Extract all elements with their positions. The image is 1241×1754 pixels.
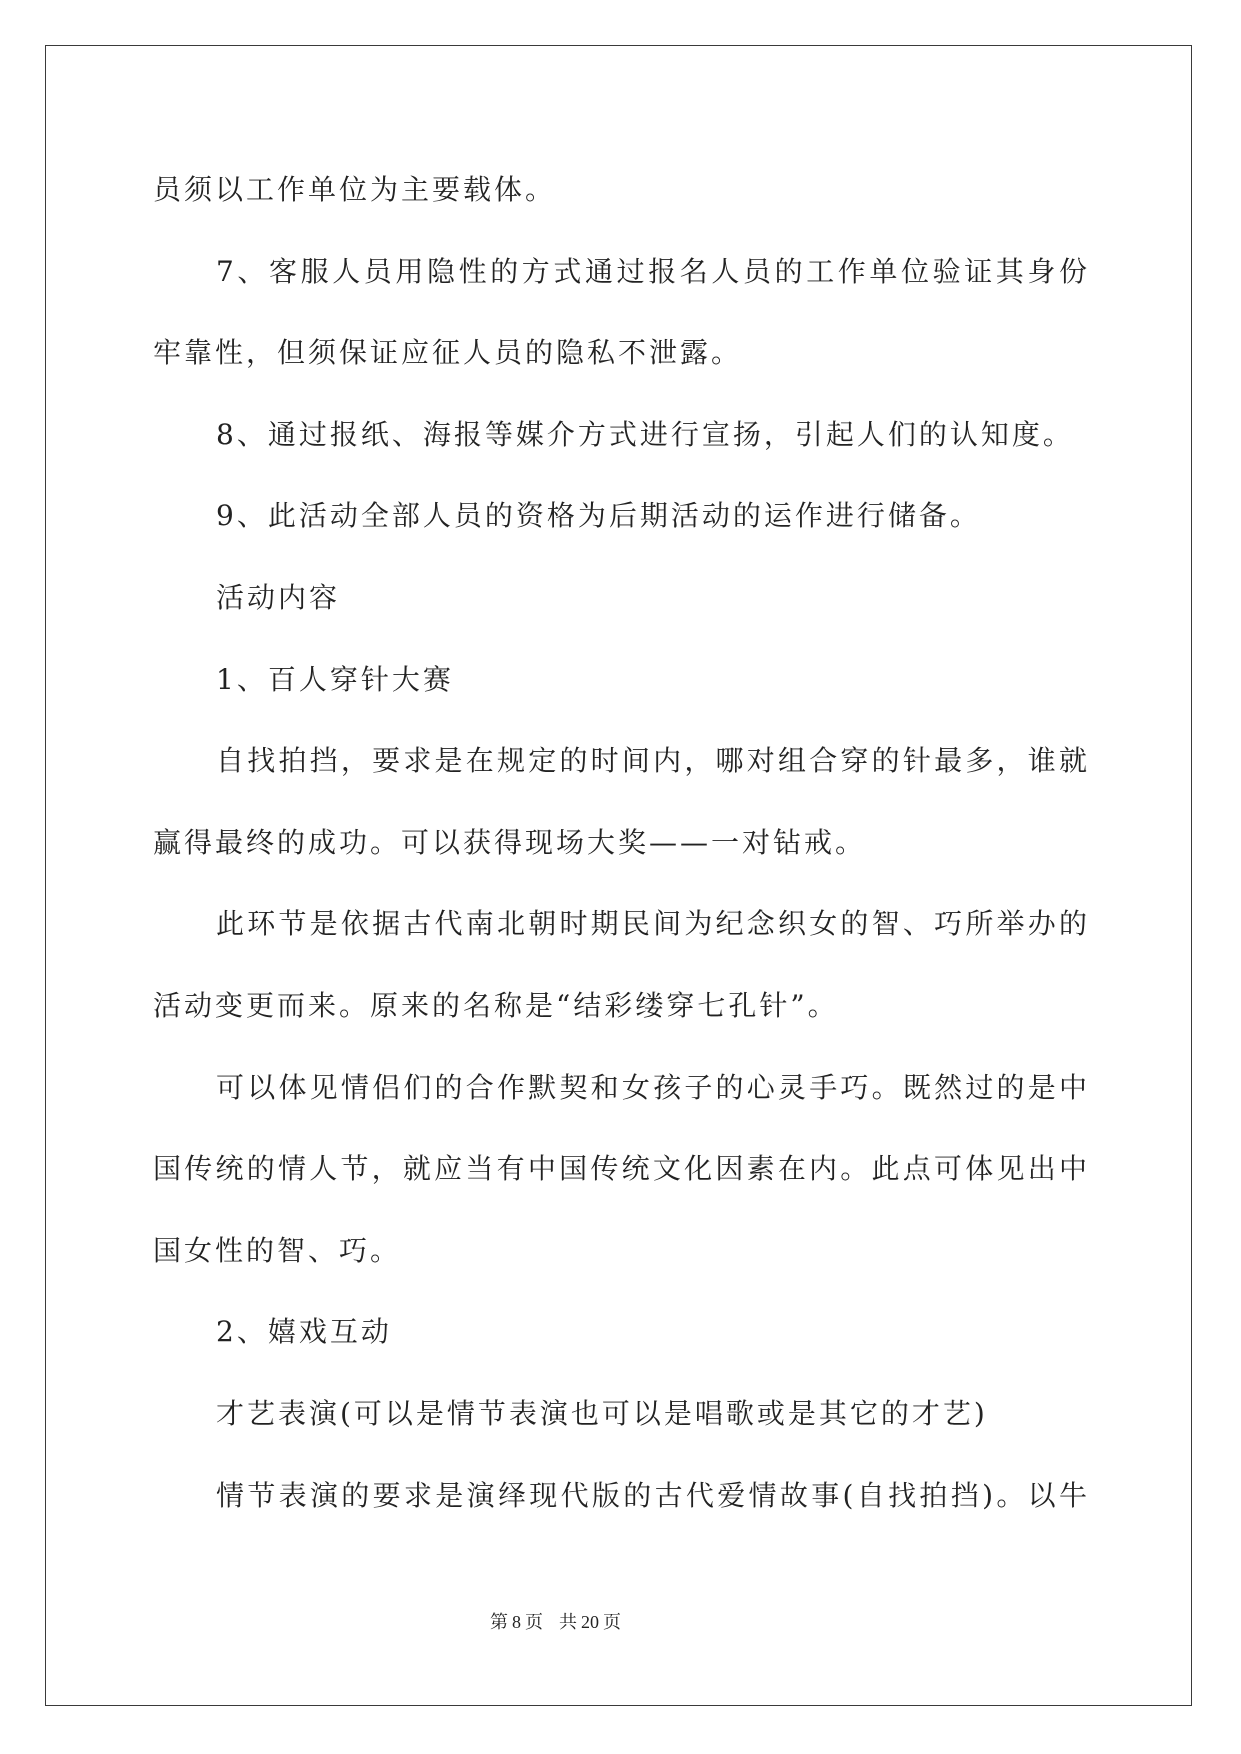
total-pages: 20 (581, 1612, 599, 1632)
text-line: 此环节是依据古代南北朝时期民间为纪念织女的智、巧所举办的 (216, 907, 1090, 941)
paragraph-item-9 (153, 475, 1090, 557)
text-line: 9、此活动全部人员的资格为后期活动的运作进行储备。 (216, 499, 981, 533)
document-body (153, 149, 1090, 1536)
page-number-suffix: 页 (525, 1612, 543, 1632)
text-line: 员须以工作单位为主要载体。 (153, 173, 557, 206)
text-line: 国传统的情人节，就应当有中国传统文化因素在内。此点可体见出中 (153, 1152, 1090, 1186)
text-line: 牢靠性，但须保证应征人员的隐私不泄露。 (153, 336, 743, 370)
text-line: 国女性的智、巧。 (153, 1233, 402, 1267)
page-footer (490, 1610, 621, 1634)
paragraph-item-8 (153, 394, 1090, 476)
text-line: 情节表演的要求是演绎现代版的古代爱情故事(自找拍挡)。以牛 (216, 1478, 1090, 1512)
subsection-heading (153, 1291, 1090, 1373)
text-line: 8、通过报纸、海报等媒介方式进行宣扬，引起人们的认知度。 (216, 417, 1074, 451)
paragraph-item-7 (153, 231, 1090, 394)
paragraph (153, 149, 1090, 231)
paragraph (153, 720, 1090, 883)
text-line: 7、客服人员用隐性的方式通过报名人员的工作单位验证其身份 (216, 254, 1090, 288)
paragraph (153, 883, 1090, 1046)
heading-interactive-games: 2、嬉戏互动 (216, 1315, 392, 1349)
paragraph (153, 1373, 1090, 1455)
text-line: 赢得最终的成功。可以获得现场大奖——一对钻戒。 (153, 825, 867, 859)
text-line: 才艺表演(可以是情节表演也可以是唱歌或是其它的才艺) (216, 1396, 988, 1430)
total-pages-prefix: 共 (559, 1612, 577, 1632)
text-line: 活动变更而来。原来的名称是“结彩缕穿七孔针”。 (153, 988, 839, 1022)
heading-threading-contest: 1、百人穿针大赛 (216, 662, 454, 696)
page-number-prefix: 第 (490, 1612, 508, 1632)
text-line: 自找拍挡，要求是在规定的时间内，哪对组合穿的针最多，谁就 (216, 744, 1090, 778)
page-number: 8 (512, 1612, 521, 1632)
subsection-heading (153, 639, 1090, 721)
text-line: 可以体见情侣们的合作默契和女孩子的心灵手巧。既然过的是中 (216, 1070, 1090, 1104)
heading-activity-content: 活动内容 (216, 580, 341, 614)
total-pages-suffix: 页 (603, 1612, 621, 1632)
section-heading (153, 557, 1090, 639)
paragraph (153, 1455, 1090, 1537)
paragraph (153, 1047, 1090, 1292)
